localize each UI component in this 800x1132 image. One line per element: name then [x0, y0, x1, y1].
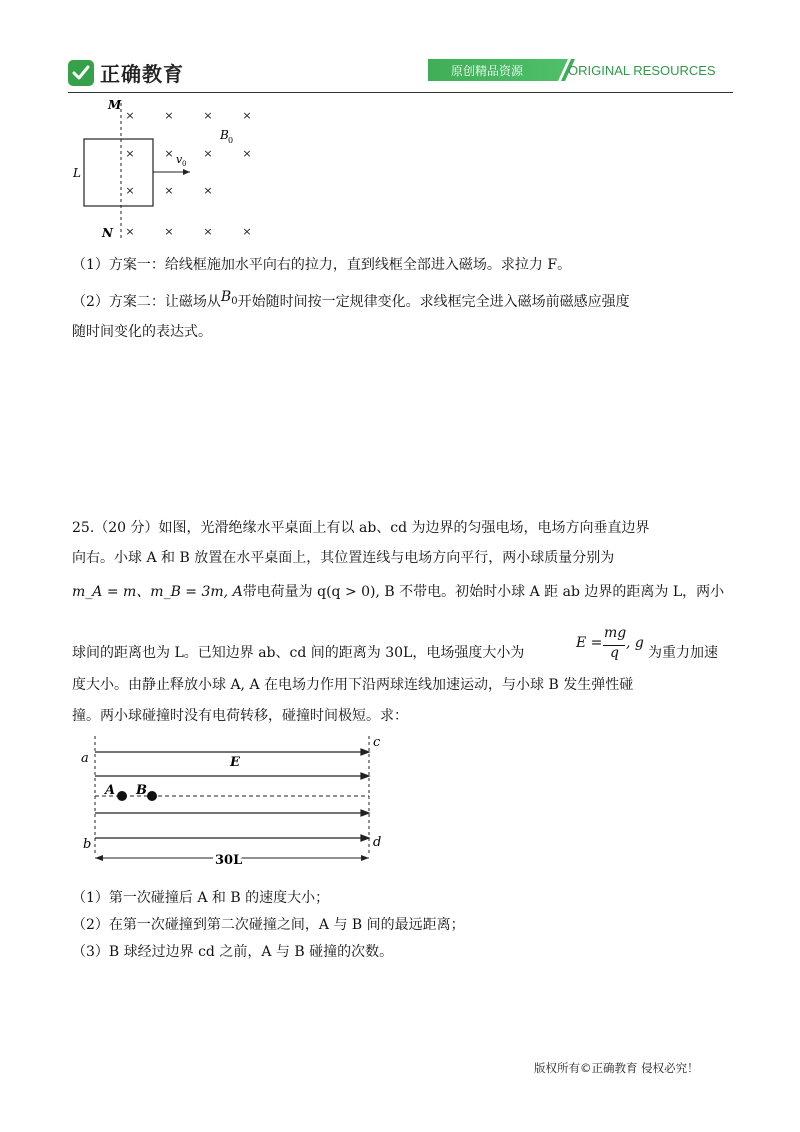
svg-text:×: ×: [242, 225, 252, 238]
svg-text:×: ×: [164, 184, 174, 197]
label-c: c: [373, 735, 381, 750]
svg-text:×: ×: [164, 109, 174, 122]
label-B: B: [136, 783, 147, 798]
svg-text:×: ×: [125, 109, 135, 122]
q25-line1: 25.（20 分）如图，光滑绝缘水平桌面上有以 ab、cd 为边界的匀强电场，电场方向垂直边界: [72, 520, 650, 536]
q24-part2-b: 开始随时间按一定规律变化。求线框完全进入磁场前磁感应强度: [237, 294, 630, 310]
svg-text:×: ×: [203, 184, 213, 197]
svg-text:×: ×: [125, 184, 135, 197]
svg-text:×: ×: [164, 147, 174, 160]
q25-ask3: （3）B 球经过边界 cd 之前，A 与 B 碰撞的次数。: [72, 944, 394, 960]
label-E: E: [230, 755, 240, 770]
q25-ask1: （1）第一次碰撞后 A 和 B 的速度大小；: [72, 890, 330, 906]
formula-denominator: q: [610, 645, 619, 661]
label-B0-sub: 0: [228, 136, 234, 145]
formula-numerator: mg: [604, 625, 627, 641]
q25-line6: 撞。两小球碰撞时没有电荷转移，碰撞时间极短。求：: [72, 708, 408, 724]
q25-line5: 度大小。由静止释放小球 A, A 在电场力作用下沿两球连线加速运动，与小球 B 发生弹性碰: [72, 677, 634, 693]
svg-text:×: ×: [164, 225, 174, 238]
svg-text:×: ×: [125, 147, 135, 160]
brand-logo: [68, 58, 184, 87]
svg-text:×: ×: [242, 147, 252, 160]
check-icon: [68, 60, 94, 86]
svg-text:×: ×: [203, 225, 213, 238]
svg-text:×: ×: [125, 225, 135, 238]
q25-line3-rest: 带电荷量为 q(q > 0), B 不带电。初始时小球 A 距 ab 边界的距离为 L，两小: [242, 584, 725, 600]
electric-field-figure: [75, 730, 395, 875]
q24-part2-a: （2）方案二：让磁场从: [72, 294, 221, 310]
label-L: L: [73, 166, 81, 180]
q25-ask2: （2）在第一次碰撞到第二次碰撞之间，A 与 B 间的最远距离；: [72, 917, 465, 933]
q24-part2-line2: 随时间变化的表达式。: [72, 324, 212, 340]
label-a: a: [81, 751, 89, 766]
q24-part2-line1: （2）方案二：让磁场从B0开始随时间按一定规律变化。求线框完全进入磁场前磁感应强度: [72, 289, 630, 310]
label-v0-sub: 0: [182, 160, 187, 168]
header-divider: [68, 92, 733, 93]
copyright-footer: 版权所有©正确教育 侵权必究！: [534, 1061, 699, 1075]
magnetic-field-figure: [70, 95, 270, 245]
q25-line4: 球间的距离也为 L。已知边界 ab、cd 间的距离为 30L，电场强度大小为: [72, 645, 525, 661]
banner-en: ORIGINAL RESOURCES: [568, 63, 716, 78]
formula-lhs: E =: [576, 635, 603, 651]
q25-line3: [72, 582, 724, 602]
label-b: b: [83, 837, 92, 852]
banner-cn: 原创精品资源: [451, 64, 524, 78]
label-distance: 30L: [215, 853, 243, 868]
label-B0: B: [220, 128, 229, 142]
label-N: N: [102, 226, 113, 240]
label-M: M: [108, 98, 122, 112]
label-v0: v: [176, 153, 183, 166]
q25-line2: 向右。小球 A 和 B 放置在水平桌面上，其位置连线与电场方向平行，两小球质量分别为: [72, 550, 615, 566]
formula-g: , g: [626, 635, 644, 651]
svg-text:×: ×: [203, 147, 213, 160]
brand-name: 正确教育: [100, 62, 184, 86]
label-d: d: [373, 835, 382, 850]
q25-masses: m_A = m、m_B = 3m, A: [72, 584, 243, 600]
label-A: A: [105, 783, 116, 798]
svg-text:×: ×: [203, 109, 213, 122]
svg-text:×: ×: [242, 109, 252, 122]
q25-line4-end: 为重力加速: [648, 645, 718, 661]
q24-part1: （1）方案一：给线框施加水平向右的拉力，直到线框全部进入磁场。求拉力 F。: [72, 257, 572, 273]
page-header: [68, 55, 733, 95]
